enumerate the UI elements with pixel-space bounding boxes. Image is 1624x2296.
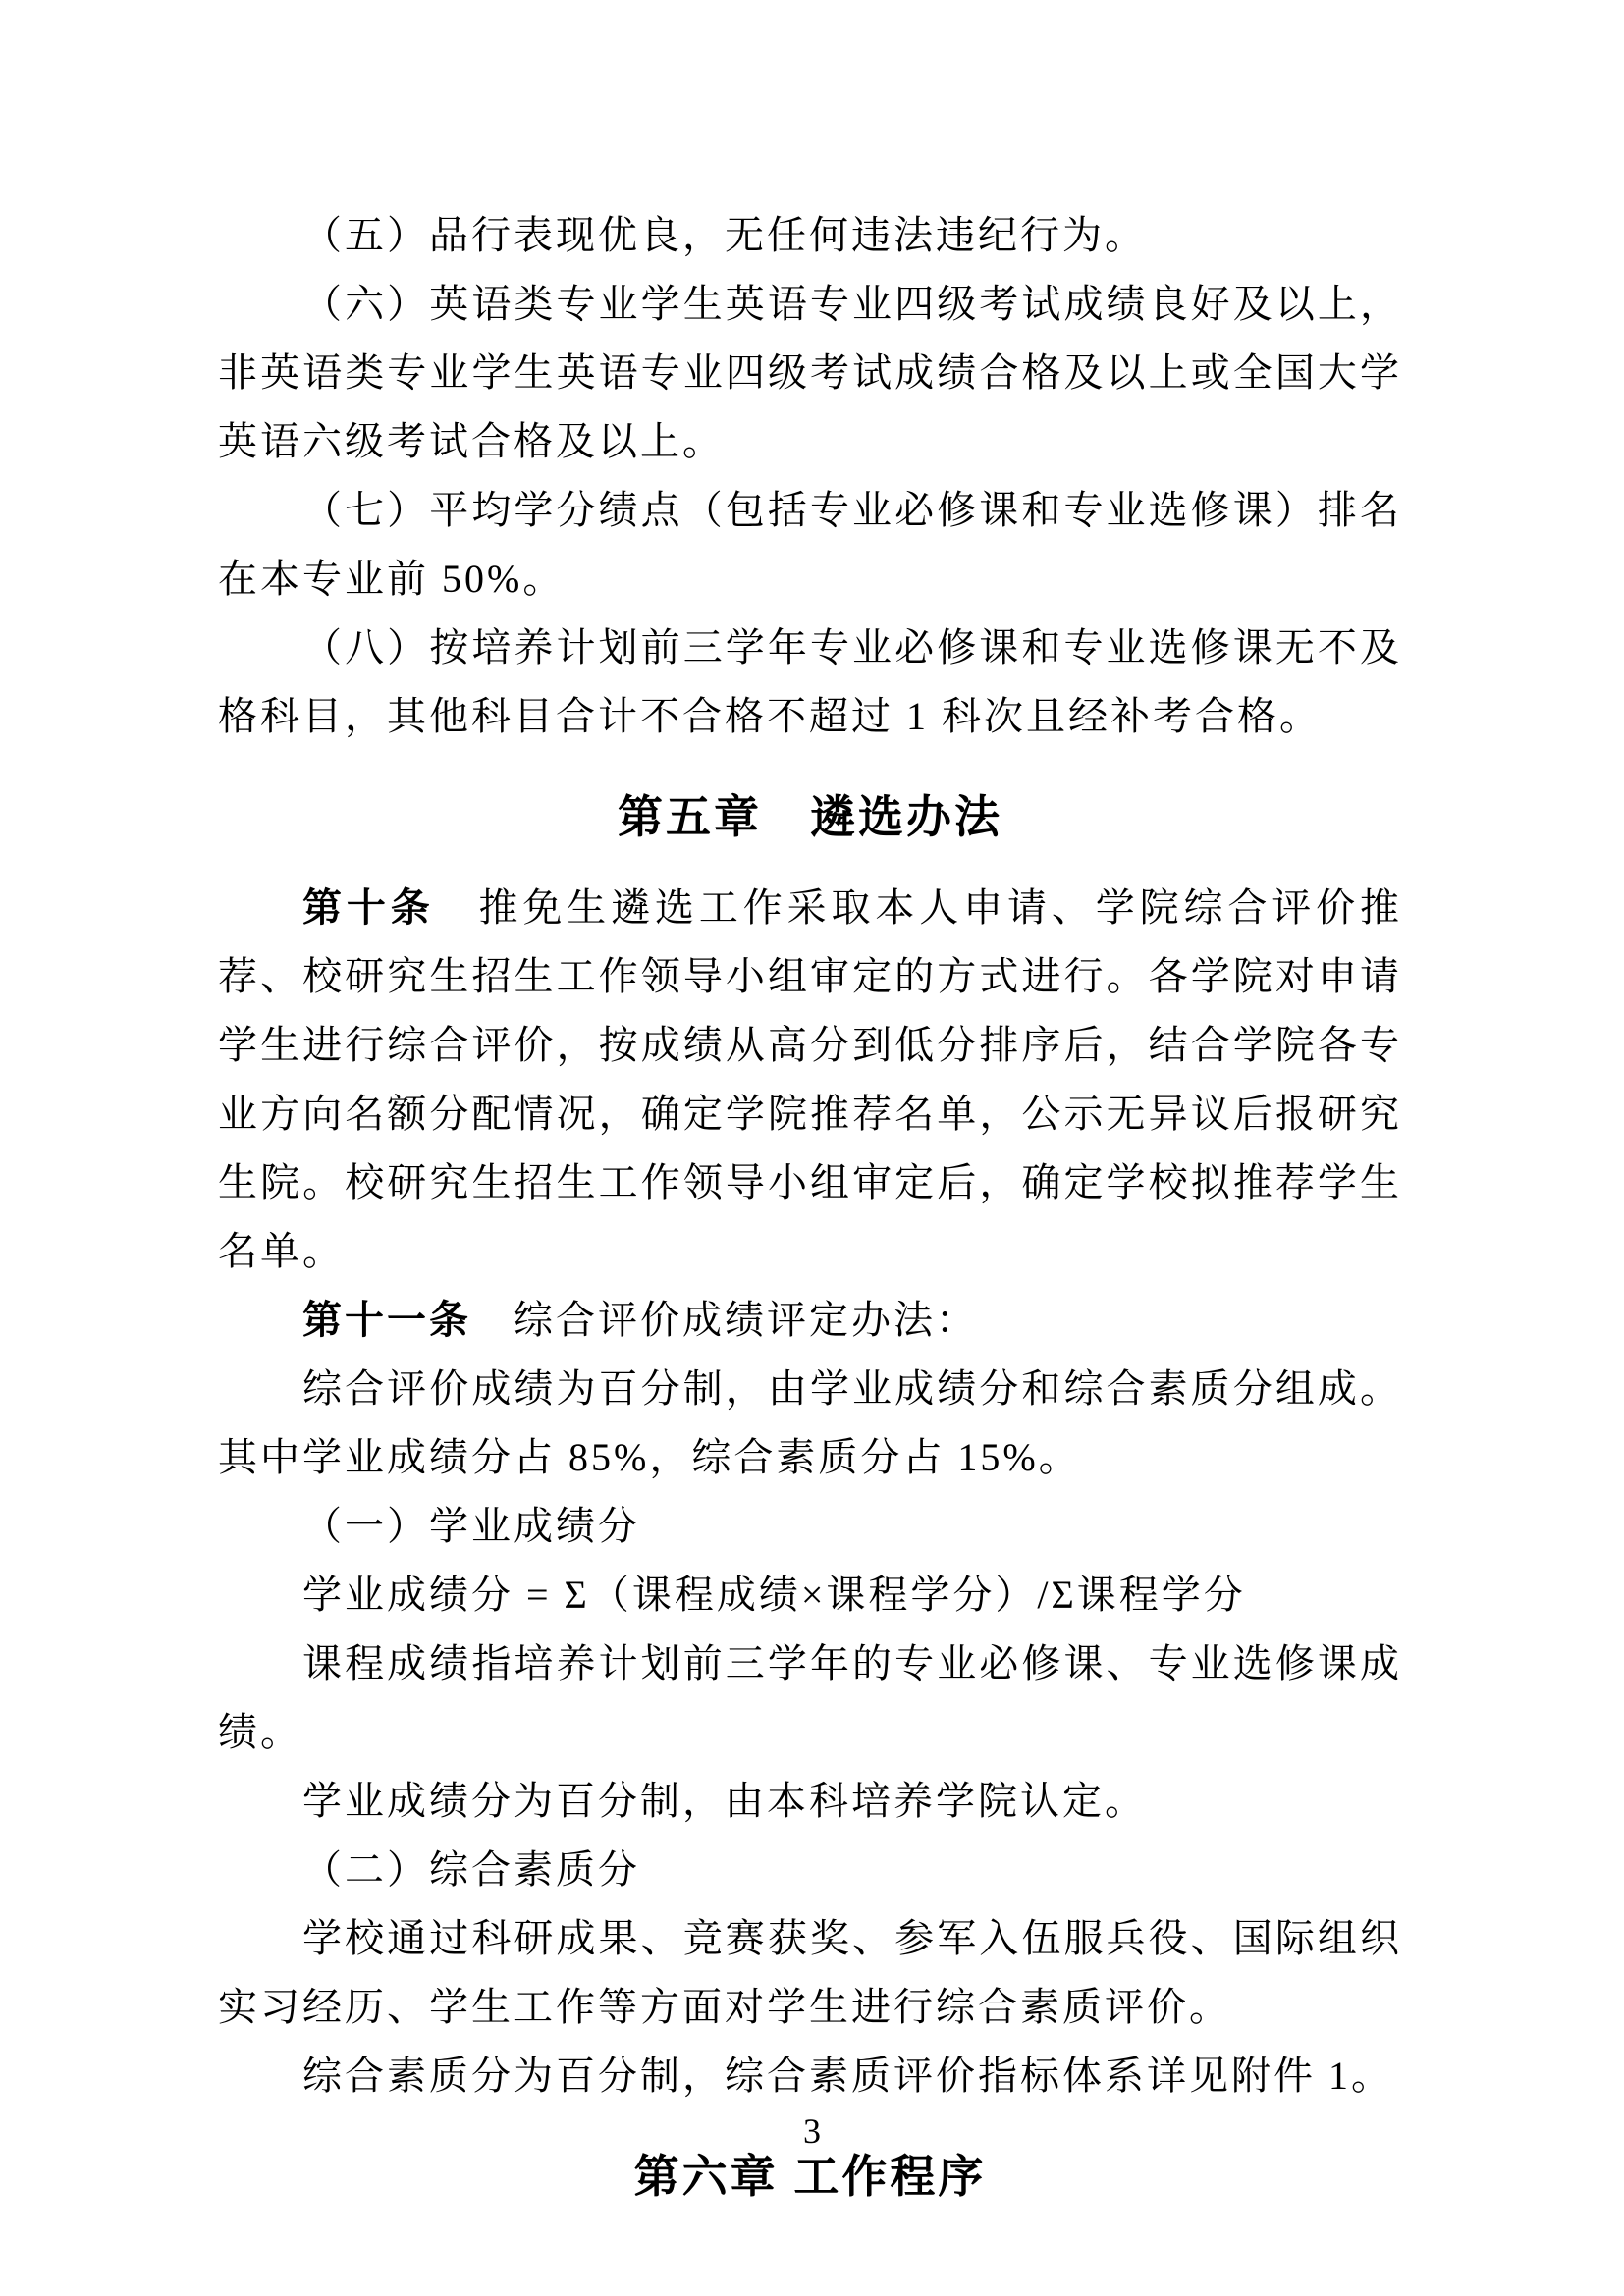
paragraph-course-score: 课程成绩指培养计划前三学年的专业必修课、专业选修课成绩。 [218,1641,1402,1754]
clause-item-6: （六）英语类专业学生英语专业四级考试成绩良好及以上，非英语类专业学生英语专业四级考试成绩合格及以上或全国大学英语六级考试合格及以上。 [218,282,1402,463]
clause-item-5: （五）品行表现优良，无任何违法违纪行为。 [302,213,1147,257]
paragraph-composite-score: 综合评价成绩为百分制，由学业成绩分和综合素质分组成。其中学业成绩分占 85%，综合素质分占 15%。 [218,1366,1402,1479]
chapter-6-heading: 第六章 工作程序 [633,2151,987,2202]
clause-item-7: （七）平均学分绩点（包括专业必修课和专业选修课）排名在本专业前 50%。 [218,488,1402,601]
article-11-text: 综合评价成绩评定办法： [471,1298,978,1342]
page-number: 3 [803,2111,821,2151]
chapter-5-heading: 第五章 遴选办法 [618,791,1002,842]
article-10 [218,874,1402,1286]
paragraph-academic-scale: 学业成绩分为百分制，由本科培养学院认定。 [302,1779,1147,1823]
article-10-text: 推免生遴选工作采取本人申请、学院综合评价推荐、校研究生招生工作领导小组审定的方式进行。各学院对申请学生进行综合评价，按成绩从高分到低分排序后，结合学院各专业方向名额分配情况，确定学院推荐名单，公示无异议后报研究生院。校研究生招生工作领导小组审定后，确定学校拟推荐学生名单。 [218,885,1402,1273]
article-10-label: 第十条 [302,886,435,930]
clause-item-8: （八）按培养计划前三学年专业必修课和专业选修课无不及格科目，其他科目合计不合格不超过 1 科次且经补考合格。 [218,625,1402,738]
paragraph-quality-scale: 综合素质分为百分制，综合素质评价指标体系详见附件 1。 [302,2054,1393,2098]
academic-score-formula: 学业成绩分 = Σ（课程成绩×课程学分）/Σ课程学分 [302,1573,1246,1617]
article-11 [218,1286,1402,1355]
subitem-2-quality-score: （二）综合素质分 [302,1847,640,1892]
article-11-label: 第十一条 [302,1299,471,1342]
subitem-1-academic-score: （一）学业成绩分 [302,1504,640,1548]
paragraph-quality-evaluation: 学校通过科研成果、竞赛获奖、参军入伍服兵役、国际组织实习经历、学生工作等方面对学生进行综合素质评价。 [218,1916,1402,2029]
